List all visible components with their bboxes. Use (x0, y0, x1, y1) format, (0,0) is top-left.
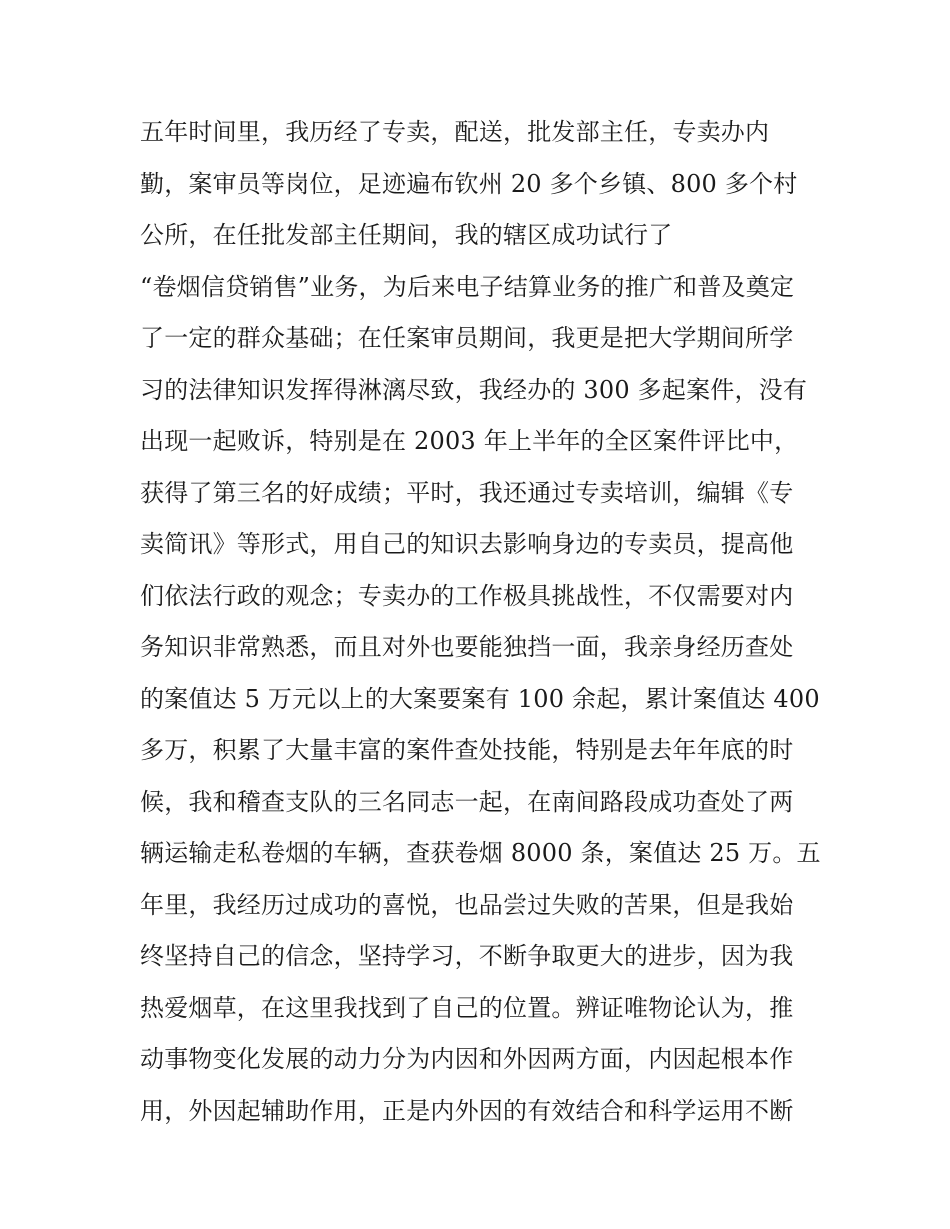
text-line: 热爱烟草，在这里我找到了自己的位置。辨证唯物论认为，推 (140, 993, 794, 1022)
text-line: 务知识非常熟悉，而且对外也要能独挡一面，我亲身经历查处 (140, 633, 794, 661)
body-paragraph (140, 107, 820, 1137)
text-line: 用，外因起辅助作用，正是内外因的有效结合和科学运用不断 (140, 1096, 794, 1125)
text-line: 习的法律知识发挥得淋漓尽致，我经办的 300 多起案件，没有 (140, 375, 808, 404)
text-line: 公所，在任批发部主任期间，我的辖区成功试行了 (140, 221, 673, 249)
text-line: 动事物变化发展的动力分为内因和外因两方面，内因起根本作 (140, 1045, 794, 1073)
text-line: 辆运输走私卷烟的车辆，查获卷烟 8000 条，案值达 25 万。五 (140, 839, 821, 867)
text-line: 候，我和稽查支队的三名同志一起，在南间路段成功查处了两 (140, 787, 794, 816)
text-line: 获得了第三名的好成绩；平时，我还通过专卖培训，编辑《专 (140, 478, 794, 507)
text-line: 终坚持自己的信念，坚持学习，不断争取更大的进步，因为我 (140, 942, 794, 970)
text-line: “卷烟信贷销售”业务，为后来电子结算业务的推广和普及奠定 (140, 272, 795, 301)
text-line: 的案值达 5 万元以上的大案要案有 100 余起，累计案值达 400 (140, 684, 820, 713)
text-line: 年里，我经历过成功的喜悦，也品尝过失败的苦果，但是我始 (140, 890, 794, 919)
text-line: 五年时间里，我历经了专卖，配送，批发部主任，专卖办内 (140, 118, 770, 146)
text-line: 卖简讯》等形式，用自己的知识去影响身边的专卖员，提高他 (140, 530, 794, 558)
text-line: 多万，积累了大量丰富的案件查处技能，特别是去年年底的时 (140, 736, 794, 764)
text-line: 了一定的群众基础；在任案审员期间，我更是把大学期间所学 (140, 324, 794, 352)
text-line: 出现一起败诉，特别是在 2003 年上半年的全区案件评比中， (140, 427, 799, 455)
text-line: 勤，案审员等岗位，足迹遍布钦州 20 多个乡镇、800 多个村 (140, 169, 798, 198)
text-line: 们依法行政的观念；专卖办的工作极具挑战性，不仅需要对内 (140, 581, 794, 610)
